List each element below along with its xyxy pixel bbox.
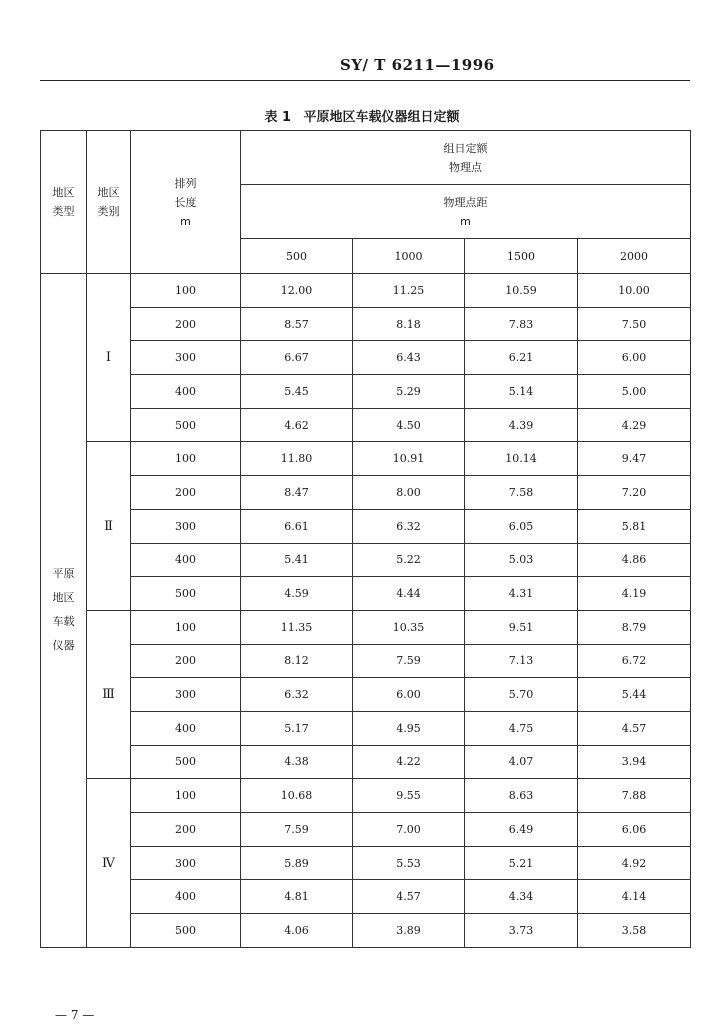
table-row: [41, 375, 691, 409]
quota-value-cell: 4.38: [241, 745, 353, 779]
quota-value-cell: 12.00: [241, 274, 353, 308]
table-row: [41, 779, 691, 813]
quota-value-cell: 7.88: [578, 779, 691, 813]
quota-value-cell: 4.29: [578, 408, 691, 442]
quota-value-cell: 7.13: [465, 644, 578, 678]
quota-value-cell: 5.45: [241, 375, 353, 409]
quota-value-cell: 4.34: [465, 880, 578, 914]
header-region-class: 地区 类别: [87, 131, 131, 274]
region-class-cell: Ⅰ: [87, 274, 131, 442]
quota-value-cell: 6.49: [465, 813, 578, 847]
quota-value-cell: 10.35: [353, 610, 465, 644]
spread-length-cell: 500: [131, 745, 241, 779]
spread-length-cell: 500: [131, 577, 241, 611]
table-row: [41, 813, 691, 847]
quota-value-cell: 4.62: [241, 408, 353, 442]
quota-value-cell: 9.47: [578, 442, 691, 476]
quota-value-cell: 8.00: [353, 476, 465, 510]
quota-value-cell: 6.00: [353, 678, 465, 712]
table-row: [41, 711, 691, 745]
table-caption: 平原地区车载仪器组日定额: [303, 110, 460, 125]
quota-value-cell: 4.39: [465, 408, 578, 442]
quota-value-cell: 5.21: [465, 846, 578, 880]
quota-value-cell: 7.20: [578, 476, 691, 510]
spread-length-cell: 200: [131, 476, 241, 510]
table-row: [41, 476, 691, 510]
quota-value-cell: 5.41: [241, 543, 353, 577]
quota-value-cell: 8.12: [241, 644, 353, 678]
table-row: [41, 408, 691, 442]
quota-value-cell: 9.55: [353, 779, 465, 813]
table-row: [41, 341, 691, 375]
header-spread-length: 排列 长度 m: [131, 131, 241, 274]
table-row: [41, 678, 691, 712]
quota-value-cell: 5.81: [578, 509, 691, 543]
quota-value-cell: 6.32: [241, 678, 353, 712]
region-class-cell: Ⅱ: [87, 442, 131, 610]
quota-value-cell: 4.57: [353, 880, 465, 914]
quota-value-cell: 8.57: [241, 307, 353, 341]
table-row: [41, 307, 691, 341]
quota-value-cell: 4.86: [578, 543, 691, 577]
quota-value-cell: 10.68: [241, 779, 353, 813]
quota-value-cell: 6.67: [241, 341, 353, 375]
spread-length-cell: 400: [131, 543, 241, 577]
quota-value-cell: 10.59: [465, 274, 578, 308]
quota-value-cell: 4.19: [578, 577, 691, 611]
quota-value-cell: 3.94: [578, 745, 691, 779]
quota-value-cell: 6.72: [578, 644, 691, 678]
page-header: [40, 50, 690, 81]
spread-length-cell: 200: [131, 307, 241, 341]
spread-length-cell: 300: [131, 509, 241, 543]
table-row: [41, 880, 691, 914]
quota-value-cell: 7.50: [578, 307, 691, 341]
quota-value-cell: 6.06: [578, 813, 691, 847]
quota-value-cell: 4.50: [353, 408, 465, 442]
spread-length-cell: 100: [131, 779, 241, 813]
standard-code: SY/ T 6211—1996: [340, 56, 495, 74]
spread-length-cell: 400: [131, 711, 241, 745]
spread-length-cell: 300: [131, 678, 241, 712]
page-number: — 7 —: [55, 1008, 95, 1022]
quota-value-cell: 10.00: [578, 274, 691, 308]
quota-value-cell: 11.25: [353, 274, 465, 308]
quota-value-cell: 4.95: [353, 711, 465, 745]
quota-value-cell: 6.43: [353, 341, 465, 375]
quota-value-cell: 10.91: [353, 442, 465, 476]
quota-value-cell: 5.17: [241, 711, 353, 745]
spread-length-cell: 100: [131, 610, 241, 644]
quota-value-cell: 4.07: [465, 745, 578, 779]
quota-value-cell: 5.44: [578, 678, 691, 712]
quota-value-cell: 4.57: [578, 711, 691, 745]
quota-value-cell: 4.81: [241, 880, 353, 914]
quota-value-cell: 9.51: [465, 610, 578, 644]
table-row: [41, 509, 691, 543]
quota-value-cell: 4.06: [241, 914, 353, 948]
quota-value-cell: 6.05: [465, 509, 578, 543]
quota-value-cell: 8.63: [465, 779, 578, 813]
table-row: [41, 274, 691, 308]
spread-length-cell: 400: [131, 880, 241, 914]
quota-value-cell: 3.58: [578, 914, 691, 948]
quota-value-cell: 8.18: [353, 307, 465, 341]
quota-value-cell: 5.53: [353, 846, 465, 880]
quota-value-cell: 3.73: [465, 914, 578, 948]
quota-value-cell: 7.59: [353, 644, 465, 678]
table-row: [41, 577, 691, 611]
table-row: [41, 745, 691, 779]
quota-value-cell: 11.80: [241, 442, 353, 476]
header-spacing-1000: 1000: [353, 239, 465, 274]
header-spacing-group: 物理点距 m: [241, 185, 691, 239]
spread-length-cell: 300: [131, 846, 241, 880]
quota-value-cell: 8.79: [578, 610, 691, 644]
table-body: [41, 274, 691, 948]
table-row: [41, 846, 691, 880]
quota-value-cell: 4.22: [353, 745, 465, 779]
header-spacing-2000: 2000: [578, 239, 691, 274]
spread-length-cell: 400: [131, 375, 241, 409]
spread-length-cell: 200: [131, 813, 241, 847]
quota-value-cell: 7.00: [353, 813, 465, 847]
quota-value-cell: 10.14: [465, 442, 578, 476]
quota-value-cell: 6.61: [241, 509, 353, 543]
table-row: [41, 442, 691, 476]
region-class-cell: Ⅳ: [87, 779, 131, 947]
quota-value-cell: 3.89: [353, 914, 465, 948]
table-title: [0, 106, 724, 125]
spread-length-cell: 500: [131, 914, 241, 948]
table-row: [41, 644, 691, 678]
quota-value-cell: 4.59: [241, 577, 353, 611]
spread-length-cell: 200: [131, 644, 241, 678]
quota-value-cell: 5.70: [465, 678, 578, 712]
quota-value-cell: 5.89: [241, 846, 353, 880]
quota-value-cell: 6.21: [465, 341, 578, 375]
table-row: [41, 914, 691, 948]
quota-value-cell: 7.58: [465, 476, 578, 510]
quota-table: [40, 130, 691, 948]
quota-value-cell: 5.22: [353, 543, 465, 577]
quota-value-cell: 4.75: [465, 711, 578, 745]
spread-length-cell: 100: [131, 442, 241, 476]
table-row: [41, 543, 691, 577]
table-number: 表 1: [264, 110, 292, 125]
header-spacing-1500: 1500: [465, 239, 578, 274]
quota-value-cell: 4.44: [353, 577, 465, 611]
quota-value-cell: 5.00: [578, 375, 691, 409]
table-row: [41, 610, 691, 644]
quota-value-cell: 8.47: [241, 476, 353, 510]
quota-value-cell: 11.35: [241, 610, 353, 644]
spread-length-cell: 500: [131, 408, 241, 442]
header-spacing-500: 500: [241, 239, 353, 274]
quota-value-cell: 5.29: [353, 375, 465, 409]
quota-value-cell: 4.92: [578, 846, 691, 880]
quota-value-cell: 6.32: [353, 509, 465, 543]
header-quota-group: 组日定额 物理点: [241, 131, 691, 185]
spread-length-cell: 300: [131, 341, 241, 375]
quota-value-cell: 4.14: [578, 880, 691, 914]
region-type-cell: 平原 地区 车载 仪器: [41, 274, 87, 948]
region-class-cell: Ⅲ: [87, 610, 131, 778]
quota-value-cell: 6.00: [578, 341, 691, 375]
spread-length-cell: 100: [131, 274, 241, 308]
quota-value-cell: 7.59: [241, 813, 353, 847]
quota-value-cell: 5.14: [465, 375, 578, 409]
quota-value-cell: 7.83: [465, 307, 578, 341]
header-region-type: 地区 类型: [41, 131, 87, 274]
quota-value-cell: 5.03: [465, 543, 578, 577]
quota-value-cell: 4.31: [465, 577, 578, 611]
